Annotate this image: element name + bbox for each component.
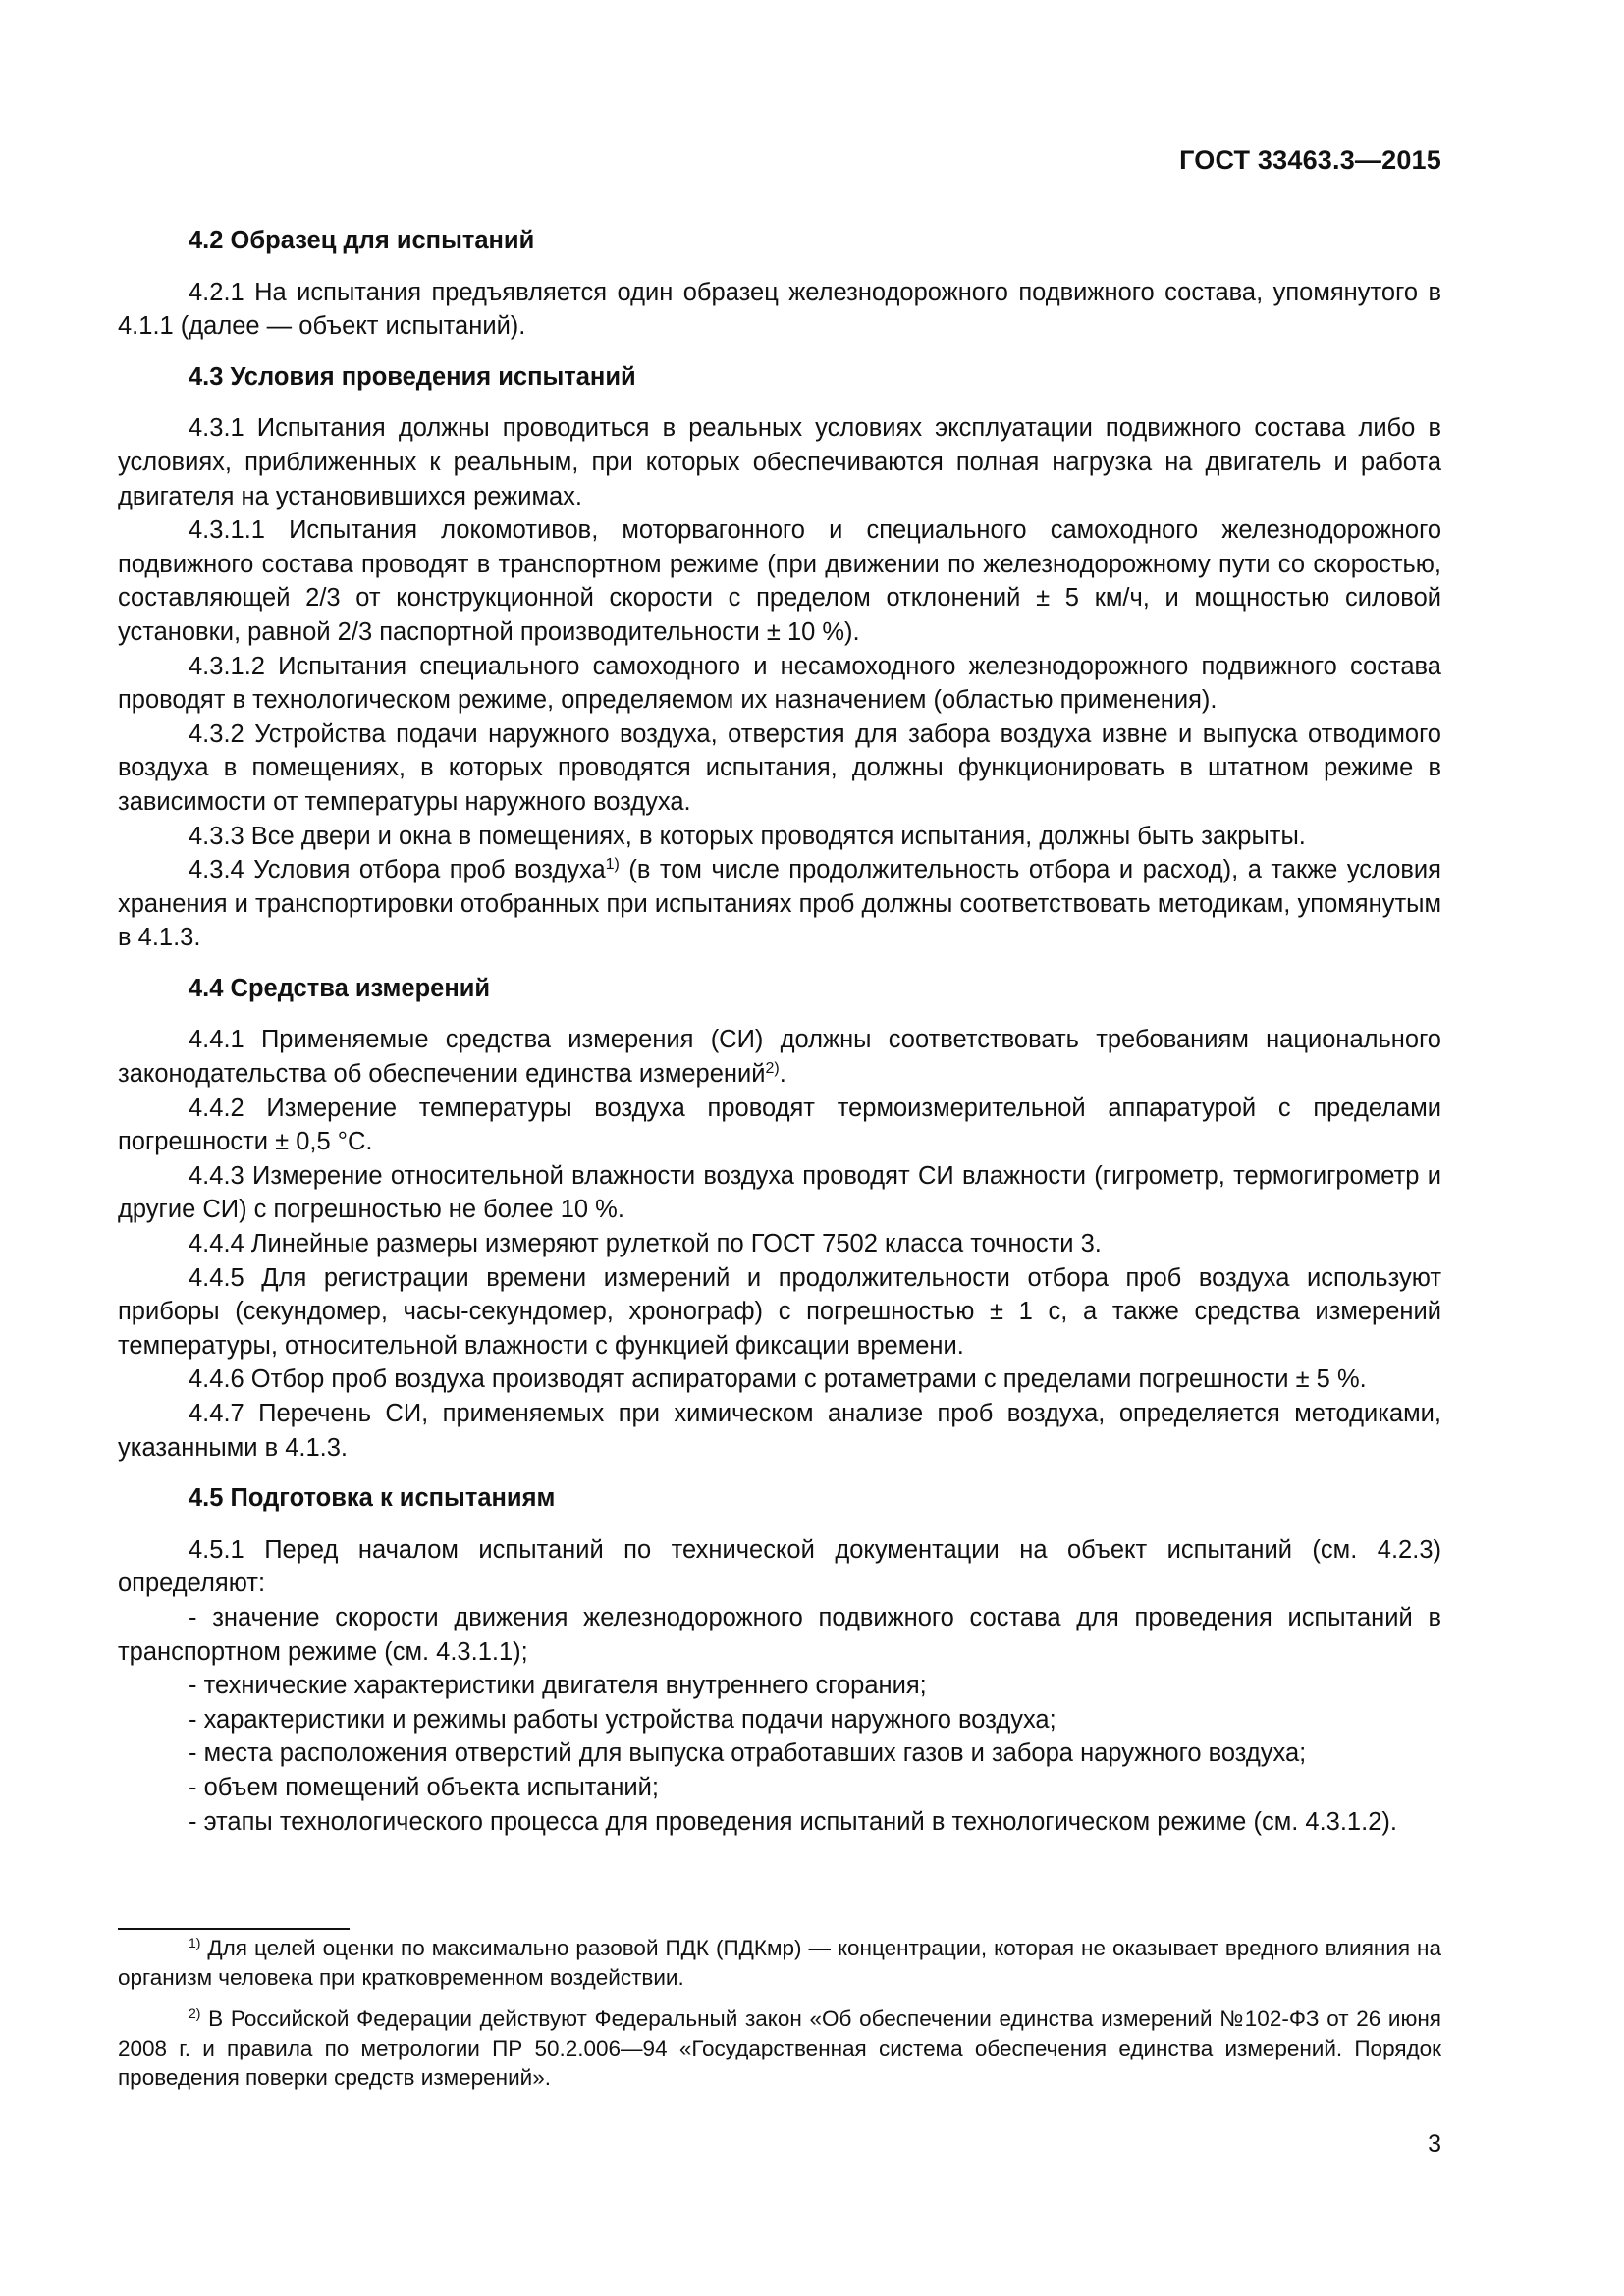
paragraph-4-4-1-text-b: . bbox=[779, 1060, 786, 1089]
paragraph-4-4-2: 4.4.2 Измерение температуры воздуха проводят термоизмерительной аппаратурой с пределами погрешности ± 0,5 °С. bbox=[118, 1094, 1441, 1156]
footnote-2 bbox=[118, 2004, 1441, 2093]
footnote-text: Для целей оценки по максимально разовой ПДК (ПДКмр) — концентрации, которая не оказывает вредного влияния на организм человека при кратковременном воздействии. bbox=[118, 1936, 1441, 1990]
paragraph-4-3-1-2: 4.3.1.2 Испытания специального самоходного и несамоходного железнодорожного подвижного состава проводят в технологическом режиме, определяемом их назначением (областью применения). bbox=[118, 652, 1441, 715]
footnote-ref-1: 1) bbox=[605, 856, 620, 874]
paragraph-4-4-3: 4.4.3 Измерение относительной влажности воздуха проводят СИ влажности (гигрометр, термогигрометр и другие СИ) с погрешностью не более 10 %. bbox=[118, 1161, 1441, 1224]
list-item: - этапы технологического процесса для проведения испытаний в технологическом режиме (см. 4.3.1.2). bbox=[189, 1807, 1397, 1836]
list-item: - технические характеристики двигателя внутреннего сгорания; bbox=[189, 1672, 927, 1700]
list-item: - места расположения отверстий для выпуска отработавших газов и забора наружного воздуха; bbox=[189, 1739, 1307, 1768]
paragraph-4-4-1-text-a: 4.4.1 Применяемые средства измерения (СИ) должны соответствовать требованиям национального законодательства об обеспечении единства измерений bbox=[118, 1026, 1441, 1089]
footnote-mark: 1) bbox=[189, 1935, 201, 1950]
section-heading-4-5: 4.5 Подготовка к испытаниям bbox=[189, 1484, 556, 1513]
paragraph-4-3-4-text-b: (в том числе продолжительность отбора и расход), а также условия хранения и транспортировки отобранных при испытаниях проб должны соответствовать методикам, упомянутым в 4.1.3. bbox=[118, 856, 1441, 952]
paragraph-4-2-1: 4.2.1 На испытания предъявляется один образец железнодорожного подвижного состава, упомянутого в 4.1.1 (далее — объект испытаний). bbox=[118, 278, 1441, 341]
paragraph-4-4-4: 4.4.4 Линейные размеры измеряют рулеткой по ГОСТ 7502 класса точности 3. bbox=[189, 1230, 1102, 1258]
paragraph-4-5-1: 4.5.1 Перед началом испытаний по технической документации на объект испытаний (см. 4.2.3) определяют: bbox=[118, 1535, 1441, 1598]
document-id-header: ГОСТ 33463.3—2015 bbox=[1179, 145, 1441, 175]
section-heading-4-4: 4.4 Средства измерений bbox=[189, 974, 491, 1002]
footnote-ref-2: 2) bbox=[765, 1060, 780, 1078]
paragraph-4-3-4 bbox=[118, 853, 1441, 955]
document-body bbox=[118, 224, 1441, 1839]
page-number: 3 bbox=[1428, 2130, 1441, 2158]
section-heading-4-2: 4.2 Образец для испытаний bbox=[189, 227, 535, 254]
paragraph-4-4-1 bbox=[118, 1023, 1441, 1091]
paragraph-4-4-5: 4.4.5 Для регистрации времени измерений и продолжительности отбора проб воздуха используют приборы (секундомер, часы-секундомер, хронограф) с погрешностью ± 1 с, а также средства измерений температуры, относительной влажности с функцией фиксации времени. bbox=[118, 1263, 1441, 1360]
footnote-1 bbox=[118, 1934, 1441, 1993]
footnote-text: В Российской Федерации действуют Федеральный закон «Об обеспечении единства измерений №102-ФЗ от 26 июня 2008 г. и правила по метрологии ПР 50.2.006—94 «Государственная система обеспечения единства измерений. Порядок проведения поверки средств измерений». bbox=[118, 2006, 1441, 2090]
section-heading-4-3: 4.3 Условия проведения испытаний bbox=[189, 362, 636, 391]
footnote-mark: 2) bbox=[189, 2005, 201, 2021]
list-item: - значение скорости движения железнодорожного подвижного состава для проведения испытаний в транспортном режиме (см. 4.3.1.1); bbox=[118, 1603, 1441, 1666]
paragraph-4-3-2: 4.3.2 Устройства подачи наружного воздуха, отверстия для забора воздуха извне и выпуска отводимого воздуха в помещениях, в которых проводятся испытания, должны функционировать в штатном режиме в зависимости от температуры наружного воздуха. bbox=[118, 720, 1441, 816]
footnote-divider bbox=[118, 1928, 350, 1930]
paragraph-4-3-4-text-a: 4.3.4 Условия отбора проб воздуха bbox=[189, 856, 606, 884]
paragraph-4-3-3: 4.3.3 Все двери и окна в помещениях, в которых проводятся испытания, должны быть закрыты. bbox=[189, 822, 1306, 850]
paragraph-4-3-1-1: 4.3.1.1 Испытания локомотивов, моторвагонного и специального самоходного железнодорожного подвижного состава проводят в транспортном режиме (при движении по железнодорожному пути со скоростью, составляющей 2/3 от конструкционной скорости с пределом отклонений ± 5 км/ч, и мощностью силовой установки, равной 2/3 паспортной производительности ± 10 %). bbox=[118, 516, 1441, 646]
list-item: - характеристики и режимы работы устройства подачи наружного воздуха; bbox=[189, 1705, 1056, 1734]
paragraph-4-3-1: 4.3.1 Испытания должны проводиться в реальных условиях эксплуатации подвижного состава либо в условиях, приближенных к реальным, при которых обеспечиваются полная нагрузка на двигатель и работа двигателя на установившихся режимах. bbox=[118, 414, 1441, 510]
paragraph-4-4-6: 4.4.6 Отбор проб воздуха производят аспираторами с ротаметрами с пределами погрешности ± 5 %. bbox=[189, 1365, 1367, 1394]
footnotes bbox=[118, 1934, 1441, 2105]
list-item: - объем помещений объекта испытаний; bbox=[189, 1773, 660, 1801]
paragraph-4-4-7: 4.4.7 Перечень СИ, применяемых при химическом анализе проб воздуха, определяется методиками, указанными в 4.1.3. bbox=[118, 1400, 1441, 1462]
